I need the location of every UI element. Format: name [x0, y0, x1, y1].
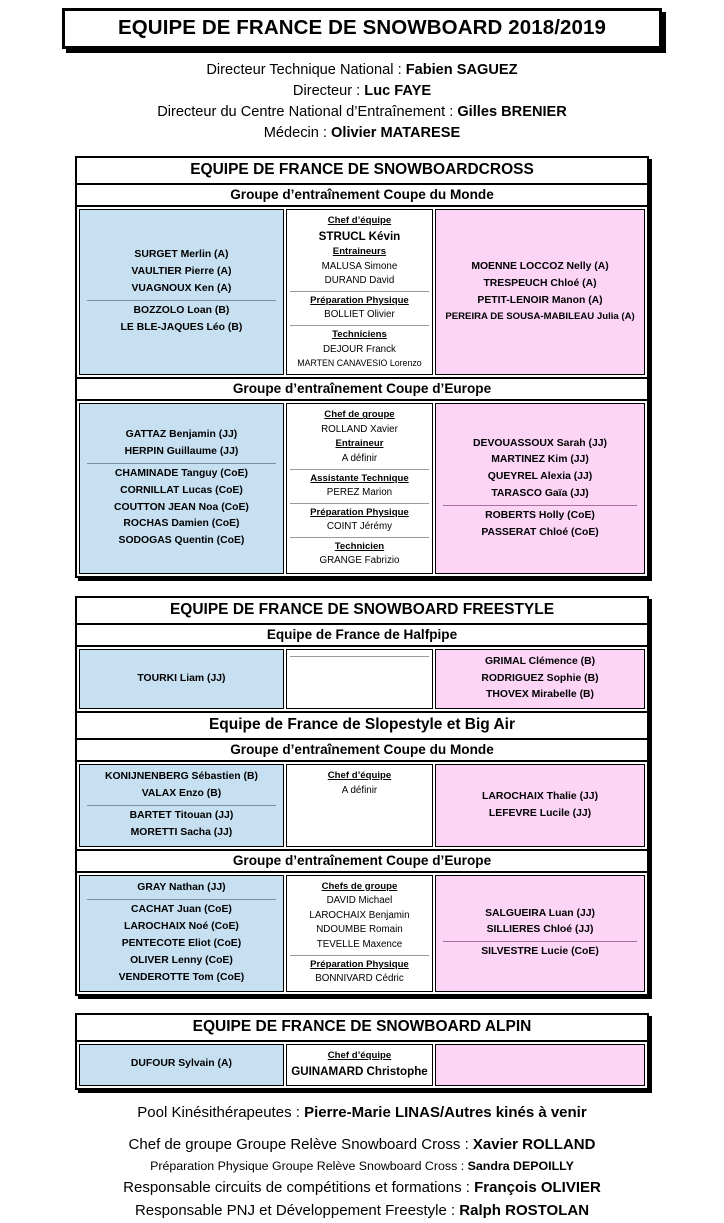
- staff-member-name: DURAND David: [324, 275, 395, 287]
- athlete-name: TARASCO Gaïa (JJ): [491, 488, 589, 500]
- footer-kine-line: [0, 1101, 724, 1125]
- leadership-name: Gilles BRENIER: [457, 103, 567, 120]
- athlete-name: MARTINEZ Kim (JJ): [491, 454, 589, 466]
- leadership-name: Olivier MATARESE: [331, 124, 461, 141]
- staff-role-label: Entraineurs: [332, 246, 387, 258]
- staff-cell: [286, 764, 433, 846]
- athlete-name: LAROCHAIX Thalie (JJ): [482, 790, 599, 802]
- leadership-role: Directeur Technique National :: [206, 61, 406, 78]
- footer-label: Responsable PNJ et Développement Freestyle :: [134, 1202, 460, 1220]
- leadership-role: Médecin :: [263, 124, 332, 141]
- athlete-name: PEREIRA DE SOUSA-MABILEAU Julia (A): [445, 311, 635, 323]
- athlete-name: BOZZOLO Loan (B): [133, 304, 230, 316]
- staff-cell: [286, 1044, 433, 1086]
- staff-member-name: GRANGE Fabrizio: [319, 555, 400, 567]
- athlete-name: VAULTIER Pierre (A): [131, 266, 232, 278]
- group-separator: [87, 463, 276, 464]
- men-athletes-cell: [79, 1044, 284, 1086]
- staff-separator: [290, 325, 429, 326]
- group-separator: [87, 899, 276, 900]
- athlete-name: LEFEVRE Lucile (JJ): [488, 807, 592, 819]
- athlete-name: SILVESTRE Lucie (CoE): [481, 946, 599, 958]
- staff-role-label: Entraineur: [335, 438, 384, 450]
- section-title-freestyle: EQUIPE DE FRANCE DE SNOWBOARD FREESTYLE: [77, 598, 647, 625]
- section-alpin: [75, 1013, 649, 1090]
- athlete-name: SILLIERES Chloé (JJ): [486, 924, 594, 936]
- page-title-banner: [62, 8, 662, 49]
- athlete-name: DUFOUR Sylvain (A): [130, 1058, 232, 1070]
- group-row-sbx-europa-cup: [77, 401, 647, 575]
- group-separator: [87, 805, 276, 806]
- group-row-alpin: [77, 1042, 647, 1088]
- men-athletes-cell: [79, 875, 284, 992]
- group-row-sbs-world-cup: [77, 762, 647, 848]
- group-row-halfpipe: [77, 647, 647, 712]
- men-athletes-cell: [79, 403, 284, 573]
- footer-line: [0, 1133, 724, 1157]
- leadership-role: Directeur :: [292, 82, 365, 99]
- group-row-sbs-europa-cup: [77, 873, 647, 994]
- group-separator: [87, 300, 276, 301]
- athlete-name: GATTAZ Benjamin (JJ): [125, 429, 238, 441]
- leadership-name: Luc FAYE: [364, 82, 432, 99]
- staff-member-name: MARTEN CANAVESIO Lorenzo: [297, 358, 422, 369]
- leadership-role: Directeur du Centre National d’Entraînement :: [157, 103, 458, 120]
- athlete-name: SALGUEIRA Luan (JJ): [485, 907, 595, 919]
- subtitle-sbs-europa-cup: Groupe d’entraînement Coupe d’Europe: [77, 849, 647, 873]
- group-row-sbx-world-cup: [77, 207, 647, 378]
- footer-name: Pierre-Marie LINAS/Autres kinés à venir: [304, 1103, 587, 1121]
- section-snowboardcross: [75, 156, 649, 578]
- athlete-name: GRIMAL Clémence (B): [484, 655, 596, 667]
- footer-line: [0, 1199, 724, 1223]
- staff-role-label: Préparation Physique: [310, 958, 409, 970]
- staff-member-name: STRUCL Kévin: [318, 229, 401, 243]
- footer-label: Pool Kinésithérapeutes :: [137, 1103, 305, 1121]
- leadership-name: Fabien SAGUEZ: [405, 61, 518, 78]
- staff-cell: [286, 403, 433, 573]
- staff-member-name: NDOUMBE Romain: [316, 924, 403, 936]
- athlete-name: ROBERTS Holly (CoE): [485, 509, 595, 521]
- subtitle-sbs-world-cup: Groupe d’entraînement Coupe du Monde: [77, 740, 647, 762]
- staff-cell: [286, 649, 433, 710]
- staff-member-name: DAVID Michael: [326, 895, 393, 907]
- staff-role-label: Techniciens: [332, 329, 387, 341]
- athlete-name: MORETTI Sacha (JJ): [130, 826, 233, 838]
- athlete-name: SURGET Merlin (A): [134, 249, 229, 261]
- athlete-name: VENDEROTTE Tom (CoE): [118, 971, 245, 983]
- athlete-name: CACHAT Juan (CoE): [131, 904, 232, 916]
- section-title-alpin: EQUIPE DE FRANCE DE SNOWBOARD ALPIN: [77, 1015, 647, 1042]
- athlete-name: LE BLE-JAQUES Léo (B): [120, 321, 243, 333]
- staff-separator: [290, 537, 429, 538]
- athlete-name: PENTECOTE Eliot (CoE): [121, 937, 242, 949]
- women-athletes-cell: [435, 209, 645, 376]
- staff-separator: [290, 469, 429, 470]
- men-athletes-cell: [79, 649, 284, 710]
- athlete-name: OLIVER Lenny (CoE): [130, 954, 233, 966]
- athlete-name: SODOGAS Quentin (CoE): [118, 535, 245, 547]
- leadership-line: [0, 102, 724, 123]
- men-athletes-cell: [79, 209, 284, 376]
- staff-member-name: MALUSA Simone: [321, 260, 398, 272]
- subtitle-sbx-world-cup: Groupe d’entraînement Coupe du Monde: [77, 185, 647, 207]
- athlete-name: KONIJNENBERG Sébastien (B): [104, 771, 258, 783]
- staff-role-label: Technicien: [334, 540, 385, 552]
- footer-label: Responsable circuits de compétitions et formations :: [123, 1178, 475, 1196]
- athlete-name: THOVEX Mirabelle (B): [486, 689, 594, 701]
- staff-member-name: BONNIVARD Cédric: [315, 973, 404, 985]
- footer-line: [0, 1176, 724, 1200]
- staff-role-label: Préparation Physique: [310, 295, 409, 307]
- staff-cell: [286, 875, 433, 992]
- athlete-name: HERPIN Guillaume (JJ): [124, 445, 239, 457]
- staff-member-name: TEVELLE Maxence: [316, 939, 403, 951]
- staff-cell: [286, 209, 433, 376]
- staff-member-name: A définir: [341, 452, 378, 464]
- leadership-line: [0, 123, 724, 144]
- athlete-name: VUAGNOUX Ken (A): [131, 283, 232, 295]
- women-athletes-cell: [435, 1044, 645, 1086]
- staff-role-label: Chef d’équipe: [327, 214, 392, 226]
- leadership-block: [0, 60, 724, 144]
- athlete-name: TOURKI Liam (JJ): [137, 672, 226, 684]
- staff-member-name: LAROCHAIX Benjamin: [309, 909, 410, 921]
- staff-role-label: Chef d’équipe: [327, 770, 392, 782]
- athlete-name: TRESPEUCH Chloé (A): [483, 277, 597, 289]
- staff-member-name: ROLLAND Xavier: [321, 423, 398, 435]
- staff-member-name: PEREZ Marion: [326, 486, 393, 498]
- subtitle-slopestyle-bigair: Equipe de France de Slopestyle et Big Air: [77, 711, 647, 740]
- athlete-name: DEVOUASSOUX Sarah (JJ): [473, 437, 607, 449]
- footer-label: Chef de groupe Groupe Relève Snowboard Cross :: [128, 1136, 473, 1154]
- athlete-name: BARTET Titouan (JJ): [129, 810, 234, 822]
- athlete-name: ROCHAS Damien (CoE): [123, 518, 240, 530]
- group-separator: [443, 505, 637, 506]
- section-freestyle: [75, 596, 649, 996]
- staff-member-name: DEJOUR Franck: [322, 343, 396, 355]
- footer-name: François OLIVIER: [474, 1178, 601, 1196]
- athlete-name: LAROCHAIX Noé (CoE): [124, 920, 239, 932]
- footer-gap: [0, 1124, 724, 1133]
- footer-name: Xavier ROLLAND: [472, 1136, 596, 1154]
- athlete-name: RODRIGUEZ Sophie (B): [481, 672, 599, 684]
- section-title-snowboardcross: EQUIPE DE FRANCE DE SNOWBOARDCROSS: [77, 158, 647, 185]
- group-separator: [443, 941, 637, 942]
- leadership-line: [0, 60, 724, 81]
- staff-separator: [290, 955, 429, 956]
- athlete-name: PASSERAT Chloé (CoE): [481, 526, 599, 538]
- footer-name: Ralph ROSTOLAN: [459, 1202, 590, 1220]
- staff-separator: [290, 291, 429, 292]
- staff-role-label: Chef d’équipe: [327, 1049, 392, 1061]
- athlete-name: GRAY Nathan (JJ): [137, 882, 226, 894]
- page-title: EQUIPE DE FRANCE DE SNOWBOARD 2018/2019: [117, 16, 607, 39]
- staff-role-label: Chefs de groupe: [321, 880, 398, 892]
- athlete-name: CORNILLAT Lucas (CoE): [120, 484, 243, 496]
- footer-block: [0, 1101, 724, 1223]
- leadership-line: [0, 81, 724, 102]
- footer-line: [0, 1157, 724, 1176]
- staff-separator: [290, 503, 429, 504]
- women-athletes-cell: [435, 764, 645, 846]
- staff-member-name: A définir: [341, 784, 378, 796]
- athlete-name: PETIT-LENOIR Manon (A): [477, 294, 603, 306]
- women-athletes-cell: [435, 403, 645, 573]
- subtitle-sbx-europa-cup: Groupe d’entraînement Coupe d’Europe: [77, 377, 647, 401]
- women-athletes-cell: [435, 649, 645, 710]
- women-athletes-cell: [435, 875, 645, 992]
- staff-separator: [290, 656, 429, 657]
- footer-name: Sandra DEPOILLY: [467, 1159, 574, 1174]
- athlete-name: CHAMINADE Tanguy (CoE): [114, 467, 249, 479]
- staff-member-name: COINT Jérémy: [326, 521, 393, 533]
- staff-role-label: Préparation Physique: [310, 506, 409, 518]
- athlete-name: MOENNE LOCCOZ Nelly (A): [471, 260, 609, 272]
- footer-label: Préparation Physique Groupe Relève Snowboard Cross :: [150, 1159, 468, 1174]
- subtitle-halfpipe: Equipe de France de Halfpipe: [77, 625, 647, 647]
- staff-role-label: Assistante Technique: [310, 472, 409, 484]
- athlete-name: COUTTON JEAN Noa (CoE): [114, 501, 249, 513]
- staff-member-name: BOLLIET Olivier: [324, 309, 395, 321]
- staff-member-name: GUINAMARD Christophe: [291, 1065, 428, 1079]
- athlete-name: QUEYREL Alexia (JJ): [487, 471, 593, 483]
- staff-role-label: Chef de groupe: [324, 409, 395, 421]
- men-athletes-cell: [79, 764, 284, 846]
- athlete-name: VALAX Enzo (B): [141, 788, 222, 800]
